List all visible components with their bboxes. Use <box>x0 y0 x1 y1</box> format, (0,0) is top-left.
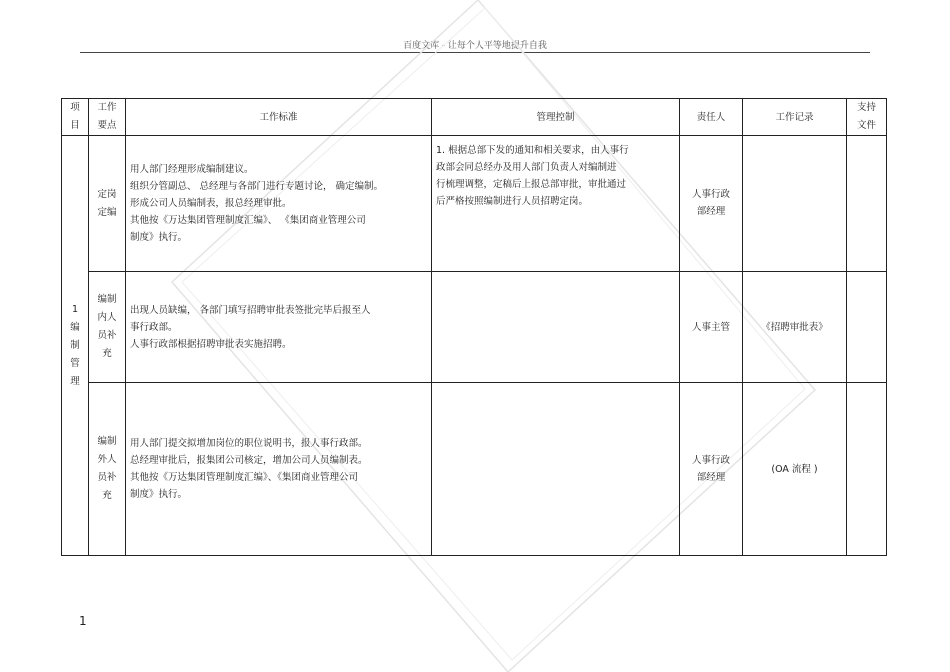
page-header: 百度文库 - 让每个人平等地提升自我 <box>403 41 547 51</box>
header-standard: 工作标准 <box>126 99 432 136</box>
standard-cell: 用人部门经理形成编制建议。 组织分管副总、 总经理与各部门进行专题讨论， 确定编制。 形成公司人员编制表，报总经理审批。 其他按《万达集团管理制度汇编》、 《集团商业管理公司 制度》执行。 <box>126 136 432 272</box>
record-cell <box>743 136 847 272</box>
group-label: 1 编 制 管 理 <box>62 136 89 556</box>
key-point: 编制 外人 员补 充 <box>89 383 126 556</box>
header-owner: 责任人 <box>680 99 743 136</box>
control-cell <box>432 383 680 556</box>
table-header-row <box>62 99 887 136</box>
support-cell <box>847 272 887 383</box>
control-cell: 1. 根据总部下发的通知和相关要求，由人事行 政部会同总经办及用人部门负责人对编制进 行梳理调整，定稿后上报总部审批，审批通过 后严格按照编制进行人员招聘定岗。 <box>432 136 680 272</box>
support-cell <box>847 383 887 556</box>
record-cell: (OA 流程 ) <box>743 383 847 556</box>
standard-cell: 出现人员缺编， 各部门填写招聘审批表签批完毕后报至人 事行政部。 人事行政部根据招聘审批表实施招聘。 <box>126 272 432 383</box>
owner-cell: 人事行政 部经理 <box>680 136 743 272</box>
owner-cell: 人事行政 部经理 <box>680 383 743 556</box>
record-cell: 《招聘审批表》 <box>743 272 847 383</box>
control-cell <box>432 272 680 383</box>
header-key-point: 工作 要点 <box>89 99 126 136</box>
page-number: 1 <box>79 614 87 628</box>
header-project: 项 目 <box>62 99 89 136</box>
header-control: 管理控制 <box>432 99 680 136</box>
key-point: 定岗 定编 <box>89 136 126 272</box>
header-rule <box>80 52 870 53</box>
key-point: 编制 内人 员补 充 <box>89 272 126 383</box>
table-row <box>62 136 887 272</box>
support-cell <box>847 136 887 272</box>
work-standard-table <box>61 98 887 556</box>
owner-cell: 人事主管 <box>680 272 743 383</box>
table-row <box>62 272 887 383</box>
standard-cell: 用人部门提交拟增加岗位的职位说明书，报人事行政部。 总经理审批后，报集团公司核定，增加公司人员编制表。 其他按《万达集团管理制度汇编》、《集团商业管理公司 制度》执行。 <box>126 383 432 556</box>
table-row <box>62 383 887 556</box>
header-record: 工作记录 <box>743 99 847 136</box>
header-support: 支持 文件 <box>847 99 887 136</box>
